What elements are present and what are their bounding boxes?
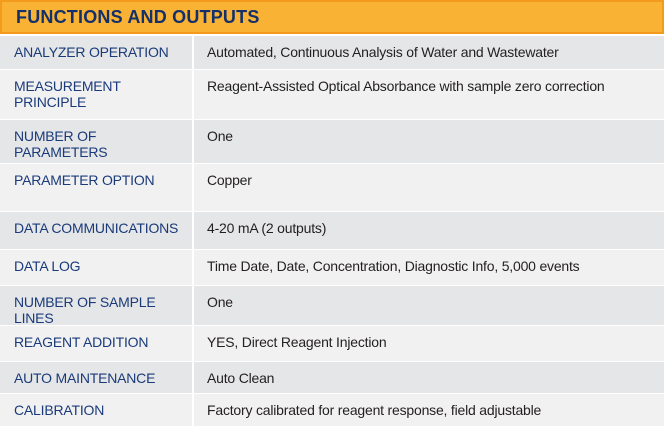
row-label-cell [0,164,194,211]
table-header [0,0,664,34]
row-label-cell [0,70,194,119]
row-label-cell [0,286,194,325]
row-label-cell [0,36,194,69]
row-label: DATA COMMUNICATIONS [14,220,179,236]
row-value: Reagent-Assisted Optical Absorbance with sample zero correction [207,78,605,94]
row-label: NUMBER OF SAMPLE LINES [14,294,156,326]
row-value-cell [194,120,664,163]
table-row-data-log [0,250,664,286]
row-value: One [207,128,233,144]
table-row-auto-maintenance [0,362,664,394]
row-label: AUTO MAINTENANCE [14,370,156,386]
table-row-analyzer-operation [0,36,664,70]
row-value-cell [194,36,664,69]
row-value-cell [194,326,664,361]
row-value-cell [194,394,664,426]
row-value: Automated, Continuous Analysis of Water and Wastewater [207,44,559,60]
row-value-cell [194,164,664,211]
row-value: 4-20 mA (2 outputs) [207,220,327,236]
row-value: Auto Clean [207,370,275,386]
row-value-cell [194,362,664,393]
row-value: One [207,294,233,310]
row-value: Time Date, Date, Concentration, Diagnostic Info, 5,000 events [207,258,580,274]
row-label-cell [0,326,194,361]
table-row-calibration [0,394,664,426]
row-value-cell [194,250,664,285]
row-value-cell [194,286,664,325]
row-label: REAGENT ADDITION [14,334,149,350]
row-label-cell [0,250,194,285]
row-label-cell [0,394,194,426]
table-row-data-communications [0,212,664,250]
row-label-cell [0,120,194,163]
table-row-number-of-parameters [0,120,664,164]
row-label-cell [0,212,194,249]
row-value: YES, Direct Reagent Injection [207,334,387,350]
table-row-number-of-sample-lines [0,286,664,326]
row-label: CALIBRATION [14,402,105,418]
row-label: ANALYZER OPERATION [14,44,169,60]
row-value-cell [194,70,664,119]
row-value-cell [194,212,664,249]
row-label: PARAMETER OPTION [14,172,155,188]
row-value: Copper [207,172,252,188]
table-title: FUNCTIONS AND OUTPUTS [16,7,260,27]
table-row-parameter-option [0,164,664,212]
row-label: DATA LOG [14,258,81,274]
row-label: NUMBER OF PARAMETERS [14,128,108,160]
table-row-measurement-principle [0,70,664,120]
row-label-cell [0,362,194,393]
table-row-reagent-addition [0,326,664,362]
row-label: MEASUREMENT PRINCIPLE [14,78,121,110]
row-value: Factory calibrated for reagent response, field adjustable [207,402,542,418]
